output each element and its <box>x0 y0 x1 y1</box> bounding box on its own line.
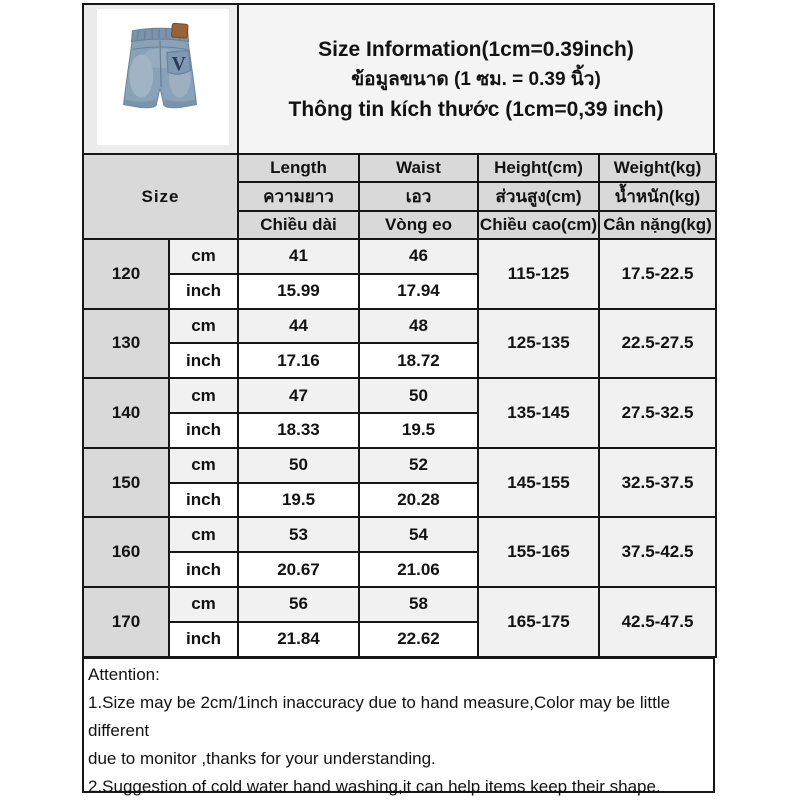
size-chart-content <box>82 3 715 796</box>
size-value: 160 <box>83 517 169 587</box>
length-cm-value: 50 <box>238 448 359 483</box>
length-inch-value: 15.99 <box>238 274 359 309</box>
waist-cm-value: 50 <box>359 378 478 413</box>
unit-cm-label: cm <box>169 378 238 413</box>
header-waist-th: เอว <box>359 182 478 211</box>
weight-range-value: 42.5-47.5 <box>599 587 716 657</box>
length-inch-value: 18.33 <box>238 413 359 448</box>
size-column-header: Size <box>83 154 238 239</box>
length-cm-value: 53 <box>238 517 359 552</box>
attention-note-line: 2.Suggestion of cold water hand washing,it can help items keep their shape. <box>88 776 661 796</box>
weight-range-value: 32.5-37.5 <box>599 448 716 518</box>
size-info-title-box <box>237 3 715 155</box>
length-inch-value: 21.84 <box>238 622 359 657</box>
waist-inch-value: 18.72 <box>359 343 478 378</box>
length-inch-value: 19.5 <box>238 483 359 518</box>
length-cm-value: 41 <box>238 239 359 274</box>
header-height-en: Height(cm) <box>478 154 599 182</box>
header-length-th: ความยาว <box>238 182 359 211</box>
waist-inch-value: 20.28 <box>359 483 478 518</box>
waist-inch-value: 22.62 <box>359 622 478 657</box>
unit-inch-label: inch <box>169 622 238 657</box>
height-range-value: 125-135 <box>478 309 599 379</box>
weight-range-value: 37.5-42.5 <box>599 517 716 587</box>
title-english: Size Information(1cm=0.39inch) <box>318 38 634 61</box>
waist-cm-value: 54 <box>359 517 478 552</box>
denim-shorts-image <box>97 9 229 145</box>
unit-cm-label: cm <box>169 448 238 483</box>
height-range-value: 115-125 <box>478 239 599 309</box>
length-inch-value: 20.67 <box>238 552 359 587</box>
unit-cm-label: cm <box>169 309 238 344</box>
header-weight-th: น้ำหนัก(kg) <box>599 182 716 211</box>
size-value: 170 <box>83 587 169 657</box>
size-value: 130 <box>83 309 169 379</box>
waist-inch-value: 21.06 <box>359 552 478 587</box>
top-section <box>82 3 715 155</box>
attention-note-line: 1.Size may be 2cm/1inch inaccuracy due to hand measure,Color may be little different <box>88 692 671 740</box>
attention-notes-box <box>82 657 715 796</box>
unit-inch-label: inch <box>169 274 238 309</box>
height-range-value: 135-145 <box>478 378 599 448</box>
header-weight-vi: Cân nặng(kg) <box>599 211 716 239</box>
title-thai: ข้อมูลขนาด (1 ซม. = 0.39 นิ้ว) <box>351 69 601 90</box>
weight-range-value: 17.5-22.5 <box>599 239 716 309</box>
weight-range-value: 27.5-32.5 <box>599 378 716 448</box>
attention-note-line: due to monitor ,thanks for your understanding. <box>88 748 436 768</box>
product-photo <box>97 9 229 145</box>
header-waist-en: Waist <box>359 154 478 182</box>
waist-cm-value: 52 <box>359 448 478 483</box>
waist-inch-value: 17.94 <box>359 274 478 309</box>
length-cm-value: 56 <box>238 587 359 622</box>
waist-inch-value: 19.5 <box>359 413 478 448</box>
length-cm-value: 47 <box>238 378 359 413</box>
attention-heading: Attention: <box>88 664 160 684</box>
header-waist-vi: Vòng eo <box>359 211 478 239</box>
length-inch-value: 17.16 <box>238 343 359 378</box>
unit-cm-label: cm <box>169 587 238 622</box>
unit-inch-label: inch <box>169 343 238 378</box>
waist-cm-value: 58 <box>359 587 478 622</box>
unit-cm-label: cm <box>169 517 238 552</box>
size-value: 140 <box>83 378 169 448</box>
title-vietnamese: Thông tin kích thước (1cm=0,39 inch) <box>288 98 664 121</box>
length-cm-value: 44 <box>238 309 359 344</box>
size-value: 150 <box>83 448 169 518</box>
header-length-en: Length <box>238 154 359 182</box>
pocket-letter: V <box>171 53 186 76</box>
height-range-value: 145-155 <box>478 448 599 518</box>
height-range-value: 165-175 <box>478 587 599 657</box>
size-table <box>82 153 717 658</box>
size-value: 120 <box>83 239 169 309</box>
header-length-vi: Chiều dài <box>238 211 359 239</box>
header-height-th: ส่วนสูง(cm) <box>478 182 599 211</box>
header-height-vi: Chiều cao(cm) <box>478 211 599 239</box>
product-photo-cell <box>82 3 237 155</box>
waist-cm-value: 46 <box>359 239 478 274</box>
unit-inch-label: inch <box>169 483 238 518</box>
height-range-value: 155-165 <box>478 517 599 587</box>
unit-inch-label: inch <box>169 413 238 448</box>
unit-cm-label: cm <box>169 239 238 274</box>
weight-range-value: 22.5-27.5 <box>599 309 716 379</box>
waist-cm-value: 48 <box>359 309 478 344</box>
unit-inch-label: inch <box>169 552 238 587</box>
header-weight-en: Weight(kg) <box>599 154 716 182</box>
